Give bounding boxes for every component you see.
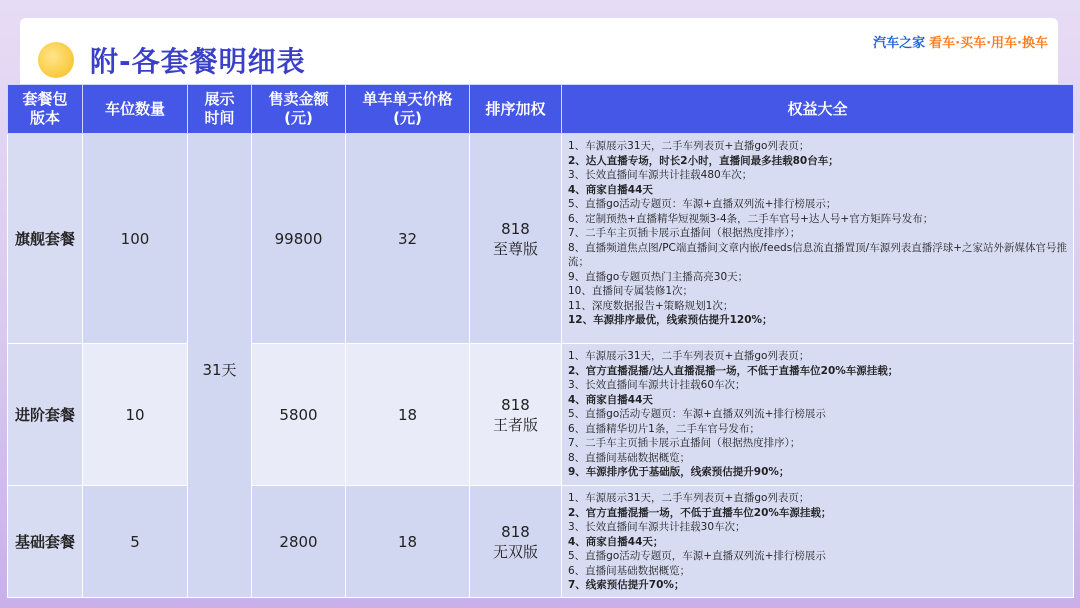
header-package-l1: 套餐包 xyxy=(22,90,68,108)
bullet-dot-icon xyxy=(38,42,74,78)
brand-slogan: 看车·买车·用车·换车 xyxy=(929,36,1048,51)
benefit-item: 8、直播间基础数据概览； xyxy=(568,451,691,464)
benefit-item: 11、深度数据报告+策略规划1次； xyxy=(568,299,734,312)
benefit-item: 2、官方直播混播/达人直播混播一场，不低于直播车位20%车源挂载； xyxy=(568,364,899,377)
benefit-item: 4、商家自播44天； xyxy=(568,535,664,548)
benefit-item: 4、商家自播44天 xyxy=(568,183,653,196)
package-name: 进阶套餐 xyxy=(8,344,83,486)
benefit-item: 5、直播go活动专题页，车源+直播双列流+排行榜展示 xyxy=(568,550,826,562)
rank-number: 818 xyxy=(501,395,530,414)
rank-tier: 王者版 xyxy=(492,415,538,434)
benefit-item: 5、直播go活动专题页：车源+直播双列流+排行榜展示； xyxy=(568,198,837,210)
header-unit-price xyxy=(346,85,470,134)
brand-name: 汽车之家 xyxy=(873,36,926,51)
benefit-item: 6、直播间基础数据概览； xyxy=(568,564,691,577)
header-time-l2: 时间 xyxy=(204,109,235,127)
unit-price: 32 xyxy=(346,134,470,344)
benefits-list xyxy=(562,344,1074,486)
rank-weight xyxy=(470,134,562,344)
rank-weight xyxy=(470,486,562,598)
header-time-l1: 展示 xyxy=(204,90,235,108)
benefits-list xyxy=(562,134,1074,344)
benefit-item: 1、车源展示31天，二手车列表页+直播go列表页； xyxy=(568,492,810,504)
header-unit-l2: (元) xyxy=(393,109,422,127)
sale-price: 99800 xyxy=(252,134,346,344)
header-price-l1: 售卖金额 xyxy=(268,90,329,108)
benefit-item: 10、直播间专属装修1次； xyxy=(568,285,694,297)
benefit-item: 9、直播go专题页热门主播高亮30天； xyxy=(568,270,749,283)
header-price-l2: (元) xyxy=(284,109,313,127)
sale-price: 2800 xyxy=(252,486,346,598)
table-row xyxy=(8,134,1074,344)
header-unit-l1: 单车单天价格 xyxy=(362,90,453,108)
benefit-item: 8、直播频道焦点图/PC端直播间文章内嵌/feeds信息流直播置顶/车源列表直播浮球+之家站外新媒体官号推流； xyxy=(568,241,1068,268)
table-row xyxy=(8,486,1074,598)
package-name: 基础套餐 xyxy=(8,486,83,598)
benefit-item: 2、官方直播混播一场，不低于直播车位20%车源挂载； xyxy=(568,506,832,519)
benefit-item: 3、长效直播间车源共计挂载60车次； xyxy=(568,379,746,391)
rank-number: 818 xyxy=(501,522,530,541)
table-row xyxy=(8,344,1074,486)
package-name: 旗舰套餐 xyxy=(8,134,83,344)
header-display-time xyxy=(188,85,252,134)
header-card xyxy=(20,18,1058,84)
benefit-item: 1、车源展示31天，二手车列表页+直播go列表页； xyxy=(568,350,810,362)
table-header-row xyxy=(8,85,1074,134)
benefit-item: 7、二手车主页插卡展示直播间（根据热度排序）； xyxy=(568,437,801,449)
benefit-item: 4、商家自播44天 xyxy=(568,393,653,406)
header-package-l2: 版本 xyxy=(29,109,60,127)
display-time: 31天 xyxy=(188,134,252,598)
rank-number: 818 xyxy=(501,219,530,238)
benefit-item: 7、二手车主页插卡展示直播间（根据热度排序）； xyxy=(568,227,801,239)
header-package xyxy=(8,85,83,134)
header-slots: 车位数量 xyxy=(83,85,188,134)
benefit-item: 6、定制预热+直播精华短视频3-4条，二手车官号+达人号+官方矩阵号发布； xyxy=(568,212,934,225)
sale-price: 5800 xyxy=(252,344,346,486)
benefit-item: 12、车源排序最优，线索预估提升120%； xyxy=(568,314,773,326)
slot-count: 5 xyxy=(83,486,188,598)
unit-price: 18 xyxy=(346,344,470,486)
benefit-item: 1、车源展示31天，二手车列表页+直播go列表页； xyxy=(568,140,810,152)
rank-tier: 至尊版 xyxy=(492,239,538,258)
brand-logo xyxy=(873,32,1048,51)
header-benefits: 权益大全 xyxy=(562,85,1074,134)
header-rank: 排序加权 xyxy=(470,85,562,134)
benefit-item: 5、直播go活动专题页：车源+直播双列流+排行榜展示 xyxy=(568,408,826,420)
package-table xyxy=(7,84,1074,598)
page-title: 附-各套餐明细表 xyxy=(90,45,306,78)
benefit-item: 6、直播精华切片1条，二手车官号发布； xyxy=(568,422,760,435)
benefit-item: 9、车源排序优于基础版，线索预估提升90%； xyxy=(568,466,790,478)
slot-count: 100 xyxy=(83,134,188,344)
benefit-item: 2、达人直播专场，时长2小时，直播间最多挂载80台车； xyxy=(568,154,839,167)
slot-count: 10 xyxy=(83,344,188,486)
rank-tier: 无双版 xyxy=(492,542,538,561)
benefits-list xyxy=(562,486,1074,598)
benefit-item: 3、长效直播间车源共计挂载480车次； xyxy=(568,169,753,181)
benefit-item: 3、长效直播间车源共计挂载30车次； xyxy=(568,521,746,533)
header-price xyxy=(252,85,346,134)
rank-weight xyxy=(470,344,562,486)
unit-price: 18 xyxy=(346,486,470,598)
benefit-item: 7、线索预估提升70%； xyxy=(568,579,685,591)
